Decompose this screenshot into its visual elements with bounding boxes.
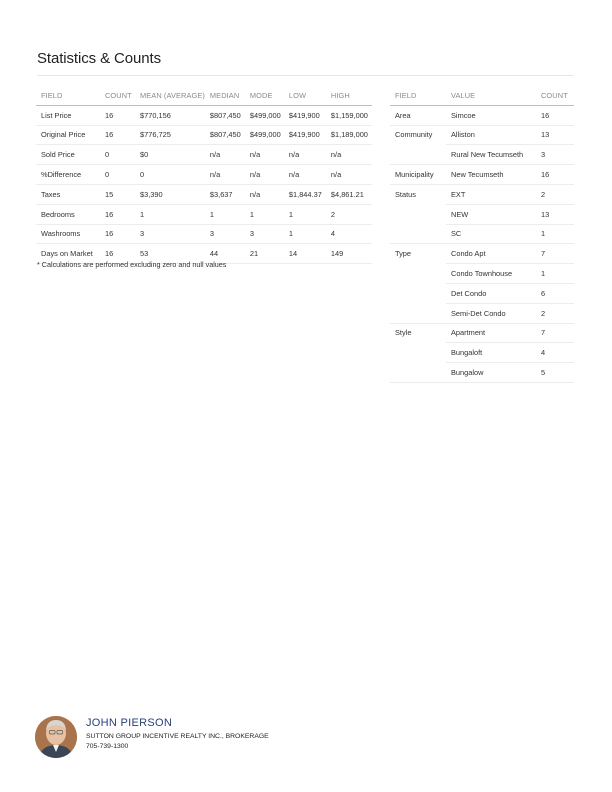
table-cell: Original Price: [36, 125, 100, 145]
table-header-row: [390, 86, 574, 105]
table-cell: $776,725: [135, 125, 205, 145]
table-cell: 21: [245, 244, 284, 264]
table-cell: n/a: [284, 145, 326, 165]
table-row: [390, 303, 574, 323]
column-header: FIELD: [36, 86, 100, 105]
avatar: [35, 716, 77, 758]
table-row: [390, 224, 574, 244]
table-cell: 1: [536, 224, 574, 244]
table-row: [390, 204, 574, 224]
column-header: FIELD: [390, 86, 446, 105]
table-cell: 13: [536, 125, 574, 145]
table-cell: 2: [326, 204, 372, 224]
column-header: COUNT: [100, 86, 135, 105]
table-cell: [390, 303, 446, 323]
table-cell: Bungaloft: [446, 343, 536, 363]
table-cell: 14: [284, 244, 326, 264]
table-row: [390, 244, 574, 264]
page-title: Statistics & Counts: [37, 50, 161, 67]
table-cell: $807,450: [205, 125, 245, 145]
table-row: [390, 343, 574, 363]
table-cell: Sold Price: [36, 145, 100, 165]
table-cell: $499,000: [245, 105, 284, 125]
table-cell: $419,900: [284, 105, 326, 125]
table-row: [36, 125, 372, 145]
column-header: COUNT: [536, 86, 574, 105]
table-row: [390, 105, 574, 125]
table-cell: Alliston: [446, 125, 536, 145]
table-cell: [390, 145, 446, 165]
table-cell: n/a: [205, 145, 245, 165]
table-cell: $3,390: [135, 184, 205, 204]
table-cell: n/a: [245, 165, 284, 185]
table-cell: 1: [284, 204, 326, 224]
table-cell: Rural New Tecumseth: [446, 145, 536, 165]
column-header: MEDIAN: [205, 86, 245, 105]
counts-table: [390, 86, 574, 383]
table-cell: Municipality: [390, 165, 446, 185]
table-cell: 16: [536, 105, 574, 125]
agent-phone: 705-739-1300: [86, 743, 129, 750]
table-cell: 3: [135, 224, 205, 244]
table-cell: 1: [284, 224, 326, 244]
table-cell: 15: [100, 184, 135, 204]
table-cell: 5: [536, 363, 574, 383]
table-cell: SC: [446, 224, 536, 244]
column-header: MEAN (AVERAGE): [135, 86, 205, 105]
table-cell: Style: [395, 328, 412, 338]
table-row: [390, 323, 574, 343]
table-cell: n/a: [245, 184, 284, 204]
column-header: HIGH: [326, 86, 372, 105]
table-row: [36, 165, 372, 185]
statistics-table: [36, 86, 372, 264]
table-cell: Apartment: [446, 323, 536, 343]
table-cell: 16: [536, 165, 574, 185]
table-cell: $4,861.21: [326, 184, 372, 204]
table-cell: 149: [326, 244, 372, 264]
table-cell: 0: [135, 165, 205, 185]
column-header: MODE: [245, 86, 284, 105]
table-cell: $1,844.37: [284, 184, 326, 204]
table-cell: Condo Townhouse: [446, 264, 536, 284]
table-cell: $0: [135, 145, 205, 165]
table-cell: 1: [135, 204, 205, 224]
table-cell: 16: [100, 244, 135, 264]
table-row: [390, 363, 574, 383]
table-cell: EXT: [446, 184, 536, 204]
table-row: [390, 125, 574, 145]
table-cell: 0: [100, 165, 135, 185]
table-cell: 6: [536, 283, 574, 303]
table-row: [390, 283, 574, 303]
table-cell: 7: [536, 323, 574, 343]
table-cell: [390, 363, 446, 383]
table-cell: $3,637: [205, 184, 245, 204]
table-row: [36, 224, 372, 244]
table-cell: 16: [100, 105, 135, 125]
table-cell: n/a: [326, 145, 372, 165]
table-cell: Type: [395, 249, 412, 259]
table-cell: $1,159,000: [326, 105, 372, 125]
table-cell: 1: [245, 204, 284, 224]
table-cell: 16: [100, 204, 135, 224]
table-cell: NEW: [446, 204, 536, 224]
table-cell: Status: [395, 189, 416, 199]
table-row: [390, 145, 574, 165]
table-cell: 1: [205, 204, 245, 224]
table-row: [390, 264, 574, 284]
table-cell: %Difference: [36, 165, 100, 185]
table-cell: 13: [536, 204, 574, 224]
table-row: [36, 145, 372, 165]
table-cell: 53: [135, 244, 205, 264]
table-cell: Area: [390, 105, 446, 125]
table-header-row: [36, 86, 372, 105]
table-cell: 2: [536, 303, 574, 323]
table-cell: Semi-Det Condo: [446, 303, 536, 323]
table-row: [36, 184, 372, 204]
table-cell: [390, 343, 446, 363]
table-cell: n/a: [284, 165, 326, 185]
table-cell: [390, 264, 446, 284]
table-cell: Simcoe: [446, 105, 536, 125]
table-cell: Community: [395, 130, 433, 140]
column-header: LOW: [284, 86, 326, 105]
table-cell: n/a: [326, 165, 372, 185]
table-cell: 7: [536, 244, 574, 264]
table-cell: $770,156: [135, 105, 205, 125]
table-cell: n/a: [205, 165, 245, 185]
agent-card: [35, 714, 335, 759]
calculation-footnote: * Calculations are performed excluding zero and null values: [37, 260, 227, 269]
agent-photo-icon: [35, 716, 77, 758]
table-cell: 3: [245, 224, 284, 244]
column-header: VALUE: [446, 86, 536, 105]
table-cell: [390, 204, 446, 224]
table-cell: $807,450: [205, 105, 245, 125]
table-cell: 44: [205, 244, 245, 264]
table-cell: [390, 224, 446, 244]
table-cell: 1: [536, 264, 574, 284]
table-cell: $419,900: [284, 125, 326, 145]
table-cell: New Tecumseth: [446, 165, 536, 185]
table-cell: Condo Apt: [446, 244, 536, 264]
table-cell: 4: [536, 343, 574, 363]
table-cell: Bungalow: [446, 363, 536, 383]
table-cell: List Price: [36, 105, 100, 125]
table-row: [390, 165, 574, 185]
table-cell: $1,189,000: [326, 125, 372, 145]
table-cell: 2: [536, 184, 574, 204]
table-cell: 16: [100, 125, 135, 145]
table-cell: Det Condo: [446, 283, 536, 303]
table-cell: 16: [100, 224, 135, 244]
table-row: [36, 204, 372, 224]
table-cell: 3: [205, 224, 245, 244]
table-row: [390, 184, 574, 204]
table-cell: $499,000: [245, 125, 284, 145]
table-cell: [390, 283, 446, 303]
table-cell: 3: [536, 145, 574, 165]
table-row: [36, 105, 372, 125]
table-cell: Washrooms: [36, 224, 100, 244]
table-cell: n/a: [245, 145, 284, 165]
table-cell: Taxes: [36, 184, 100, 204]
table-cell: 0: [100, 145, 135, 165]
table-cell: Days on Market: [36, 244, 100, 264]
title-divider: [37, 75, 574, 76]
table-cell: Bedrooms: [36, 204, 100, 224]
agent-name: JOHN PIERSON: [86, 717, 173, 729]
table-cell: 4: [326, 224, 372, 244]
agent-brokerage: SUTTON GROUP INCENTIVE REALTY INC., BROKERAGE: [86, 733, 269, 740]
